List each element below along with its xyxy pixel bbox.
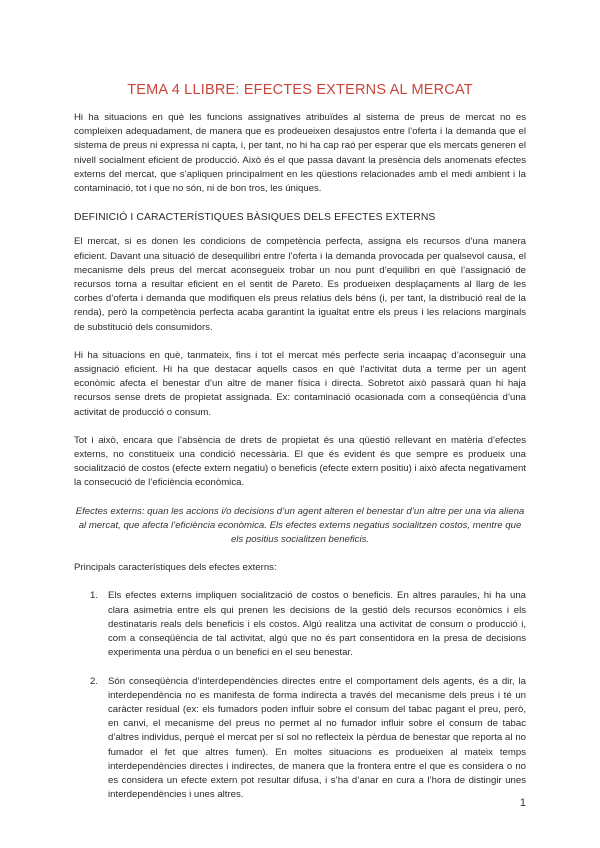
definition-quote: Efectes externs: quan les accions i/o decisions d’un agent alteren el benestar d’un altre per una via aliena al mercat, que afecta l’eficiència econòmica. Els efectes externs negatius socialitzen costos, mentre que els positius socialitzen beneficis. bbox=[75, 505, 525, 546]
body-paragraph: Tot i això, encara que l’absència de drets de propietat és una qüestió rellevant en matèria d’efectes externs, no constitueix una condició necessària. El que és evident és que sempre es produeix una socialització de costos (efecte extern negatiu) o beneficis (efecte extern positiu) i això afecta negativament la consecució de l’eficiència econòmica. bbox=[74, 434, 526, 489]
list-item bbox=[74, 675, 526, 803]
list-item-text: Són conseqüència d’interdependències directes entre el comportament dels agents, és a dir, la interdependència no es manifesta de forma indirecta a través del mecanisme dels preus i té un caràcter residual (ex: els fumadors poden influir sobre el consum del tabac pagant el preu, però, en canvi, el mecanisme del preus no permet al no fumador influir sobre el consum de tabac d’altres individus, perquè el mercat per sí sol no reflecteix la pèrdua de benestar que reporta al no fumador el fet que altres fumen). En moltes situacions es produeixen al mateix temps interdependències directes i indirectes, de manera que la frontera entre el que es considera o no es considera un efecte extern pot resultar difusa, i s’ha d’anar en cura a l’hora de distingir unes interdependències i unes altres. bbox=[108, 675, 526, 801]
list-intro: Principals característiques dels efectes externs: bbox=[74, 562, 277, 574]
list-item-number: 2. bbox=[90, 675, 99, 687]
characteristics-list bbox=[74, 589, 526, 802]
list-item-number: 1. bbox=[90, 590, 99, 602]
document-body bbox=[74, 111, 526, 816]
section-heading: DEFINICIÓ I CARACTERÍSTIQUES BÀSIQUES DELS EFECTES EXTERNS bbox=[74, 212, 436, 224]
body-paragraph: Hi ha situacions en què, tanmateix, fins i tot el mercat més perfecte seria incaapaç d’aconseguir una assignació eficient. Hi ha que destacar aquells casos en què l’activitat duta a terme per un agent econòmic afecta el benestar d’un altre de maner física i directa. Sobretot això passarà quan hi haja recursos sense drets de propietat assignada. Ex: contaminació ocasionada com a conseqüència d’una activitat de producció o consum. bbox=[74, 349, 526, 418]
list-item bbox=[74, 589, 526, 660]
body-paragraph: El mercat, si es donen les condicions de competència perfecta, assigna els recursos d’una manera eficient. Davant una situació de desequilibri entre l’oferta i la demanda provocada per qualsevol causa, el mecanisme dels preus del mercat aconsegueix trobar un nou punt d’equilibri en què l’assignació de recursos torna a resultar eficient en el sentit de Pareto. Es produeixen desplaçaments al llarg de les corbes d’oferta i demanda que modifiquen els preus relatius dels béns (i, per tant, la distribució real de la renda), però la competència perfecta acaba garantint la igualtat entre els preus i les relacions marginals de substitució dels consumidors. bbox=[74, 236, 526, 333]
document-title: TEMA 4 LLIBRE: EFECTES EXTERNS AL MERCAT bbox=[127, 81, 473, 98]
page-number: 1 bbox=[519, 797, 526, 809]
intro-paragraph: Hi ha situacions en què les funcions assignatives atribuïdes al sistema de preus de mercat no es compleixen adequadament, de manera que es prodeueixen desajustos entre l’oferta i la demanda que el sistema de preus ni expressa ni capta, i, per tant, no hi ha cap raó per esperar que els mercats generen el nivell socialment eficient de producció. Això és el que passa davant la presència dels anomenats efectes externs del mercat, que s’apliquen principalment en les qüestions relacionades amb el medi ambient i la contaminació, tot i que no són, ni de bon tros, les úniques. bbox=[74, 112, 526, 195]
list-item-text: Els efectes externs impliquen socialització de costos o beneficis. En altres paraules, hi ha una clara asimetria entre els qui prenen les decisions de la gestió dels recursos econòmics i els destinataris reals dels beneficis i els costos. Algú realitza una activitat de consum o producció i, com a conseqüència de tal activitat, algú que no és part consentidora en la presa de decisions experimenta una pèrdua o un benefici en el seu benestar. bbox=[108, 590, 526, 659]
